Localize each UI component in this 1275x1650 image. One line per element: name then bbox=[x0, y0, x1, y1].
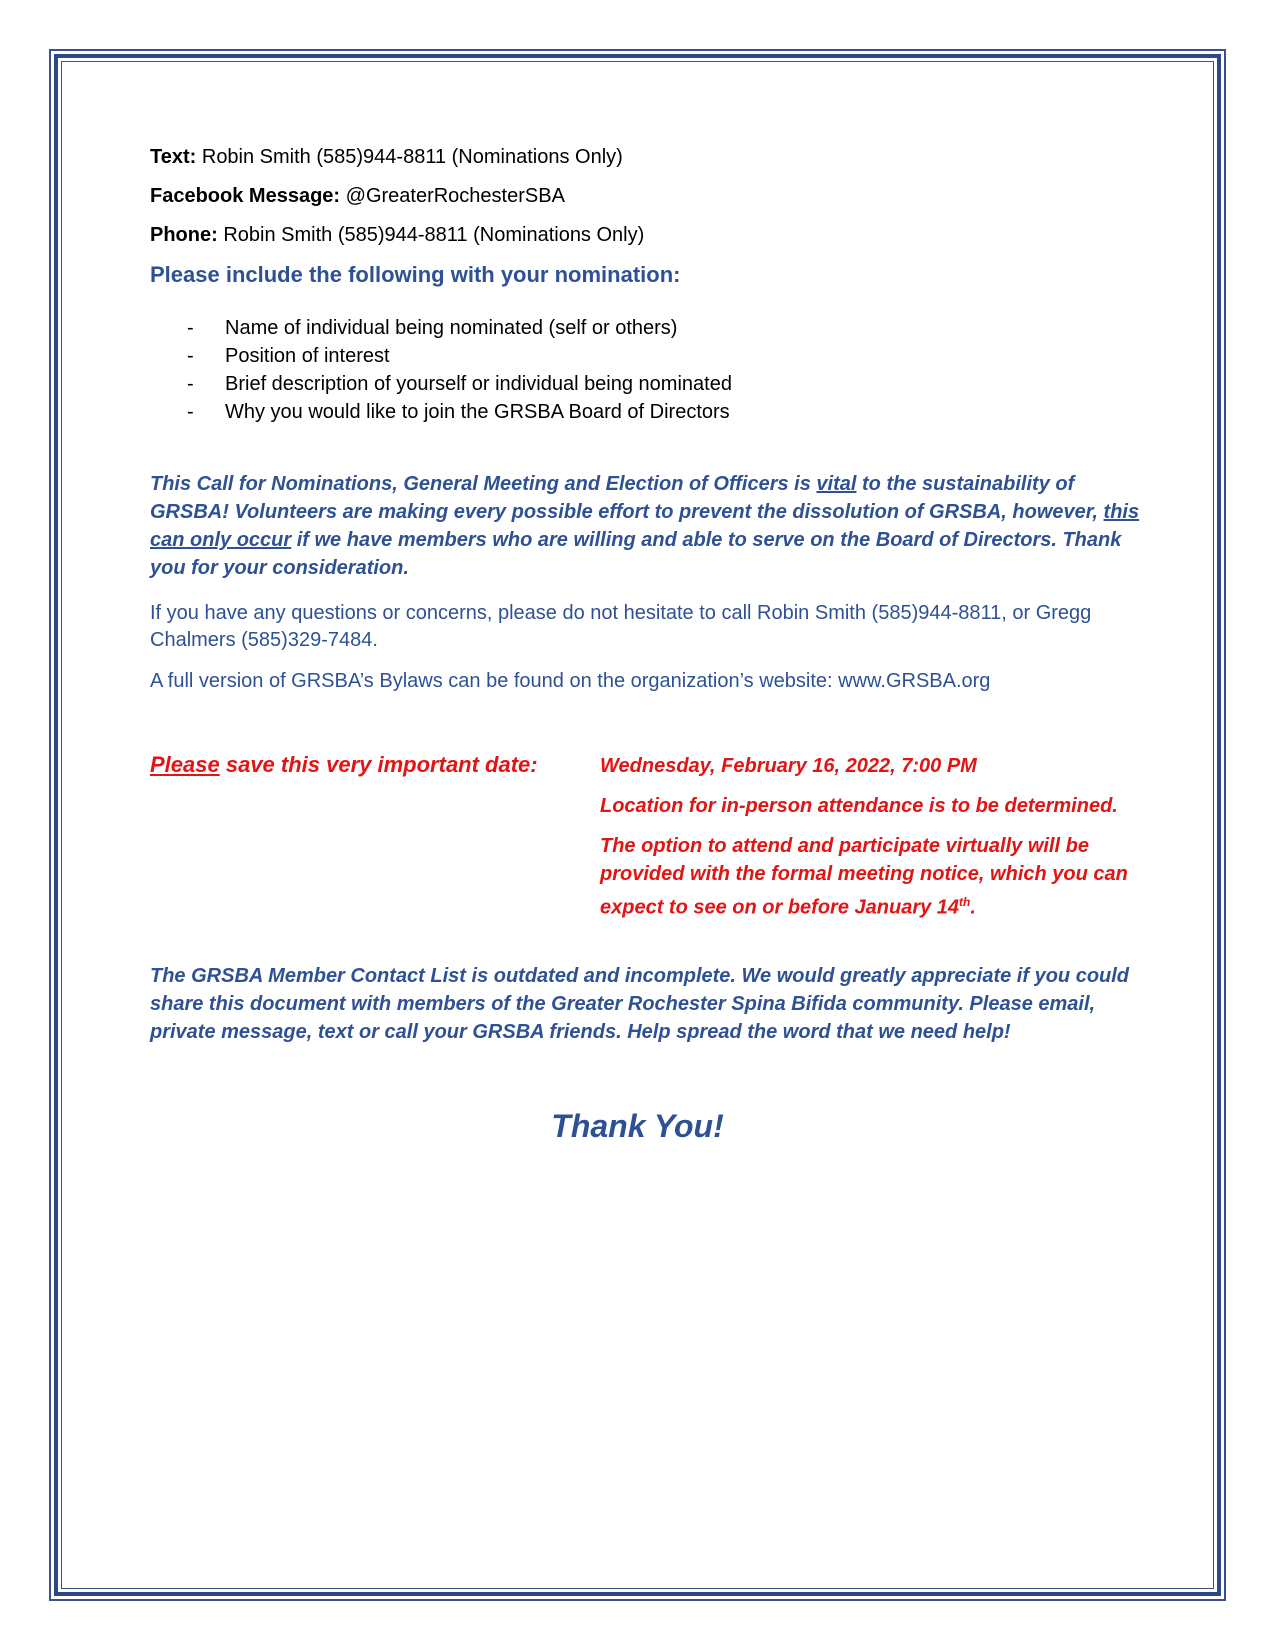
contact-text bbox=[150, 144, 623, 170]
list-item: - Position of interest bbox=[187, 345, 390, 367]
contact-phone-label: Phone: bbox=[150, 224, 218, 246]
contact-facebook-value: @GreaterRochesterSBA bbox=[340, 185, 565, 207]
save-date-label: Please save this very important date: bbox=[150, 752, 538, 777]
occur-underlined: this can only occur bbox=[150, 501, 1140, 551]
meeting-date: Wednesday, February 16, 2022, 7:00 PM bbox=[600, 755, 977, 777]
contact-phone bbox=[150, 222, 644, 248]
bylaws-paragraph: A full version of GRSBA’s Bylaws can be found on the organization’s website: www.GRSBA.org bbox=[150, 670, 991, 692]
list-item: - Why you would like to join the GRSBA Board of Directors bbox=[187, 401, 730, 423]
contact-facebook bbox=[150, 183, 565, 209]
contact-facebook-label: Facebook Message: bbox=[150, 185, 341, 207]
list-item: - Name of individual being nominated (self or others) bbox=[187, 317, 678, 339]
contact-text-value: Robin Smith (585)944-8811 (Nominations Only) bbox=[196, 146, 623, 168]
meeting-location: Location for in-person attendance is to be determined. bbox=[600, 795, 1118, 817]
contact-list-paragraph: The GRSBA Member Contact List is outdated and incomplete. We would greatly appreciate if you could share this document with members of the Greater Rochester Spina Bifida community. Please email, private message, text or call your GRSBA friends. Help spread the word that we need help! bbox=[150, 965, 1130, 1043]
include-heading: Please include the following with your nomination: bbox=[150, 262, 681, 287]
list-item: - Brief description of yourself or individual being nominated bbox=[187, 373, 732, 395]
questions-paragraph: If you have any questions or concerns, please do not hesitate to call Robin Smith (585)944-8811, or Gregg Chalmers (585)329-7484. bbox=[150, 602, 1092, 651]
thank-you: Thank You! bbox=[551, 1108, 724, 1144]
meeting-virtual: The option to attend and participate virtually will be provided with the formal meeting notice, which you can expect to see on or before January 14th. bbox=[600, 835, 1128, 919]
page-border-inner bbox=[61, 61, 1214, 1589]
include-list bbox=[187, 314, 732, 426]
vital-underlined: vital bbox=[816, 473, 857, 495]
contact-phone-value: Robin Smith (585)944-8811 (Nominations Only) bbox=[217, 224, 645, 246]
vital-paragraph: This Call for Nominations, General Meeting and Election of Officers is vital to the sustainability of GRSBA! Volunteers are making every possible effort to prevent the dissolution of GRSBA, however, this can only occur if we have members who are willing and able to serve on the Board of Directors. Thank you for your consideration. bbox=[150, 473, 1140, 579]
contact-text-label: Text: bbox=[150, 146, 197, 168]
